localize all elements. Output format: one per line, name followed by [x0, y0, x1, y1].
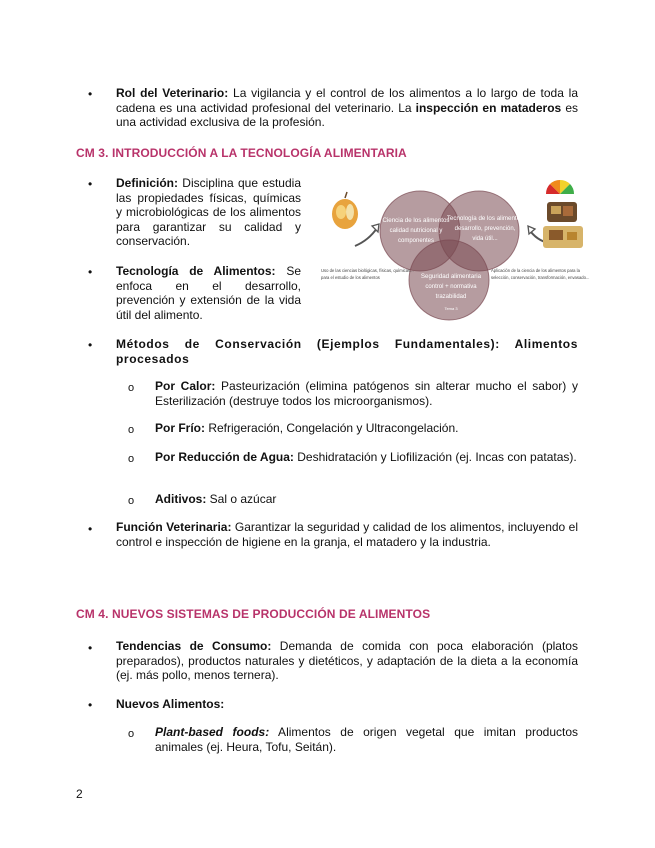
- venn-circle2-line1: Tecnología de los alimentos: [446, 215, 524, 222]
- sub-text: Pasteurización (elimina patógenos sin alterar mucho el sabor) y Esterilización (destruye todos los microorganismos).: [155, 379, 578, 408]
- venn-figure: [317, 176, 599, 324]
- rol-tail: es una actividad exclusiva de la profesión.: [116, 100, 578, 130]
- nuevos-label: Nuevos Alimentos:: [116, 697, 225, 711]
- venn-circle3-line3: trazabilidad: [435, 294, 467, 300]
- bullet: •: [88, 338, 93, 352]
- venn-circle1-line3: componentes: [397, 238, 435, 244]
- venn-circle3-line1: Seguridad alimentaria: [420, 273, 482, 280]
- section-heading-cm3: CM 3. INTRODUCCIÓN A LA TECNOLOGÍA ALIMENTARIA: [76, 146, 407, 160]
- left-caption-line1: Uso de las ciencias biológicas, físicas, químicas...: [321, 268, 414, 273]
- definicion-paragraph: [116, 176, 301, 249]
- plant-label: Plant-based foods:: [155, 725, 270, 739]
- metodos-heading: Métodos de Conservación (Ejemplos Fundamentales): Alimentos procesados: [116, 337, 578, 366]
- sub-label: Por Calor:: [155, 379, 216, 393]
- sub-bullet: o: [128, 495, 135, 507]
- nuevos-heading: [116, 697, 578, 712]
- sub-label: Por Reducción de Agua:: [155, 450, 294, 464]
- tendencias-text: Demanda de comida con poca elaboración (platos preparados), productos naturales y dietéticos, y adaptación de la dieta a la economía (ej. más pollo, menos ternera).: [116, 639, 578, 683]
- tecnologia-text: Se enfoca en el desarrollo, prevención y extensión de la vida útil del alimento.: [116, 264, 301, 322]
- left-caption-line2: para el estudio de los alimentos: [321, 275, 380, 280]
- right-caption-line1: Aplicación de la ciencia de los alimentos para la: [491, 268, 580, 273]
- funcion-paragraph: [116, 520, 578, 549]
- sub-text: Sal o azúcar: [206, 492, 277, 506]
- tendencias-label: Tendencias de Consumo:: [116, 639, 272, 653]
- funcion-label: Función Veterinaria:: [116, 520, 232, 534]
- sub-text: Refrigeración, Congelación y Ultracongelación.: [205, 421, 459, 435]
- venn-circle2-line3: vida útil...: [472, 236, 498, 242]
- venn-circle1-line2: calidad nutricional y: [389, 228, 443, 234]
- sub-item-plant-based: [155, 725, 578, 754]
- rol-text: La vigilancia y el control de los alimentos a lo largo de toda la cadena es una actividad profesional del veterinario. La: [116, 86, 578, 115]
- venn-circle1-line1: Ciencia de los alimentos: [382, 217, 450, 224]
- sub-bullet: o: [128, 728, 135, 740]
- bullet: •: [88, 641, 93, 655]
- sub-item-aditivos: [155, 492, 578, 507]
- left-arrow-icon: [355, 228, 377, 246]
- section-heading-cm4: CM 4. NUEVOS SISTEMAS DE PRODUCCIÓN DE ALIMENTOS: [76, 607, 431, 621]
- definicion-text: Disciplina que estudia las propiedades físicas, químicas y microbiológicas de los alimentos para garantizar su calidad y conservación.: [116, 176, 301, 249]
- sub-item-agua: [155, 450, 578, 465]
- funcion-text: Garantizar la seguridad y calidad de los alimentos, incluyendo el control e inspección de higiene en la granja, el matadero y la industria.: [116, 520, 579, 549]
- venn-circle3-line2: control + normativa: [425, 284, 477, 290]
- apple-image: [332, 192, 358, 229]
- sub-text: Deshidratación y Liofilización (ej. Incas con patatas).: [293, 450, 577, 464]
- rol-label: Rol del Veterinario:: [116, 86, 229, 100]
- plant-text: Alimentos de origen vegetal que imitan productos animales (ej. Heura, Tofu, Seitán).: [155, 725, 578, 754]
- bullet: •: [88, 177, 93, 191]
- bullet: •: [88, 698, 93, 712]
- tendencias-paragraph: [116, 639, 578, 683]
- right-caption-line2: selección, conservación, transformación, envasado...: [491, 275, 590, 280]
- sub-bullet: o: [128, 453, 135, 465]
- sub-item-frio: [155, 421, 578, 436]
- tecnologia-paragraph: [116, 264, 301, 322]
- bullet: •: [88, 87, 93, 101]
- food-collage-image: [543, 180, 583, 248]
- sub-bullet: o: [128, 382, 135, 394]
- sub-bullet: o: [128, 424, 135, 436]
- bullet: •: [88, 522, 93, 536]
- sub-item-calor: [155, 379, 578, 408]
- rol-paragraph: [116, 86, 578, 130]
- page-number: 2: [76, 787, 83, 801]
- bullet: •: [88, 265, 93, 279]
- tecnologia-label: Tecnología de Alimentos:: [116, 264, 276, 278]
- rol-bold: inspección en mataderos: [415, 100, 562, 115]
- venn-circle2-line2: desarrollo, prevención,: [454, 226, 516, 232]
- sub-label: Aditivos:: [155, 492, 207, 506]
- venn-diagram: [317, 176, 599, 324]
- venn-circle3-small: Tema 3: [444, 306, 458, 311]
- sub-label: Por Frío:: [155, 421, 205, 435]
- definicion-label: Definición:: [116, 176, 178, 190]
